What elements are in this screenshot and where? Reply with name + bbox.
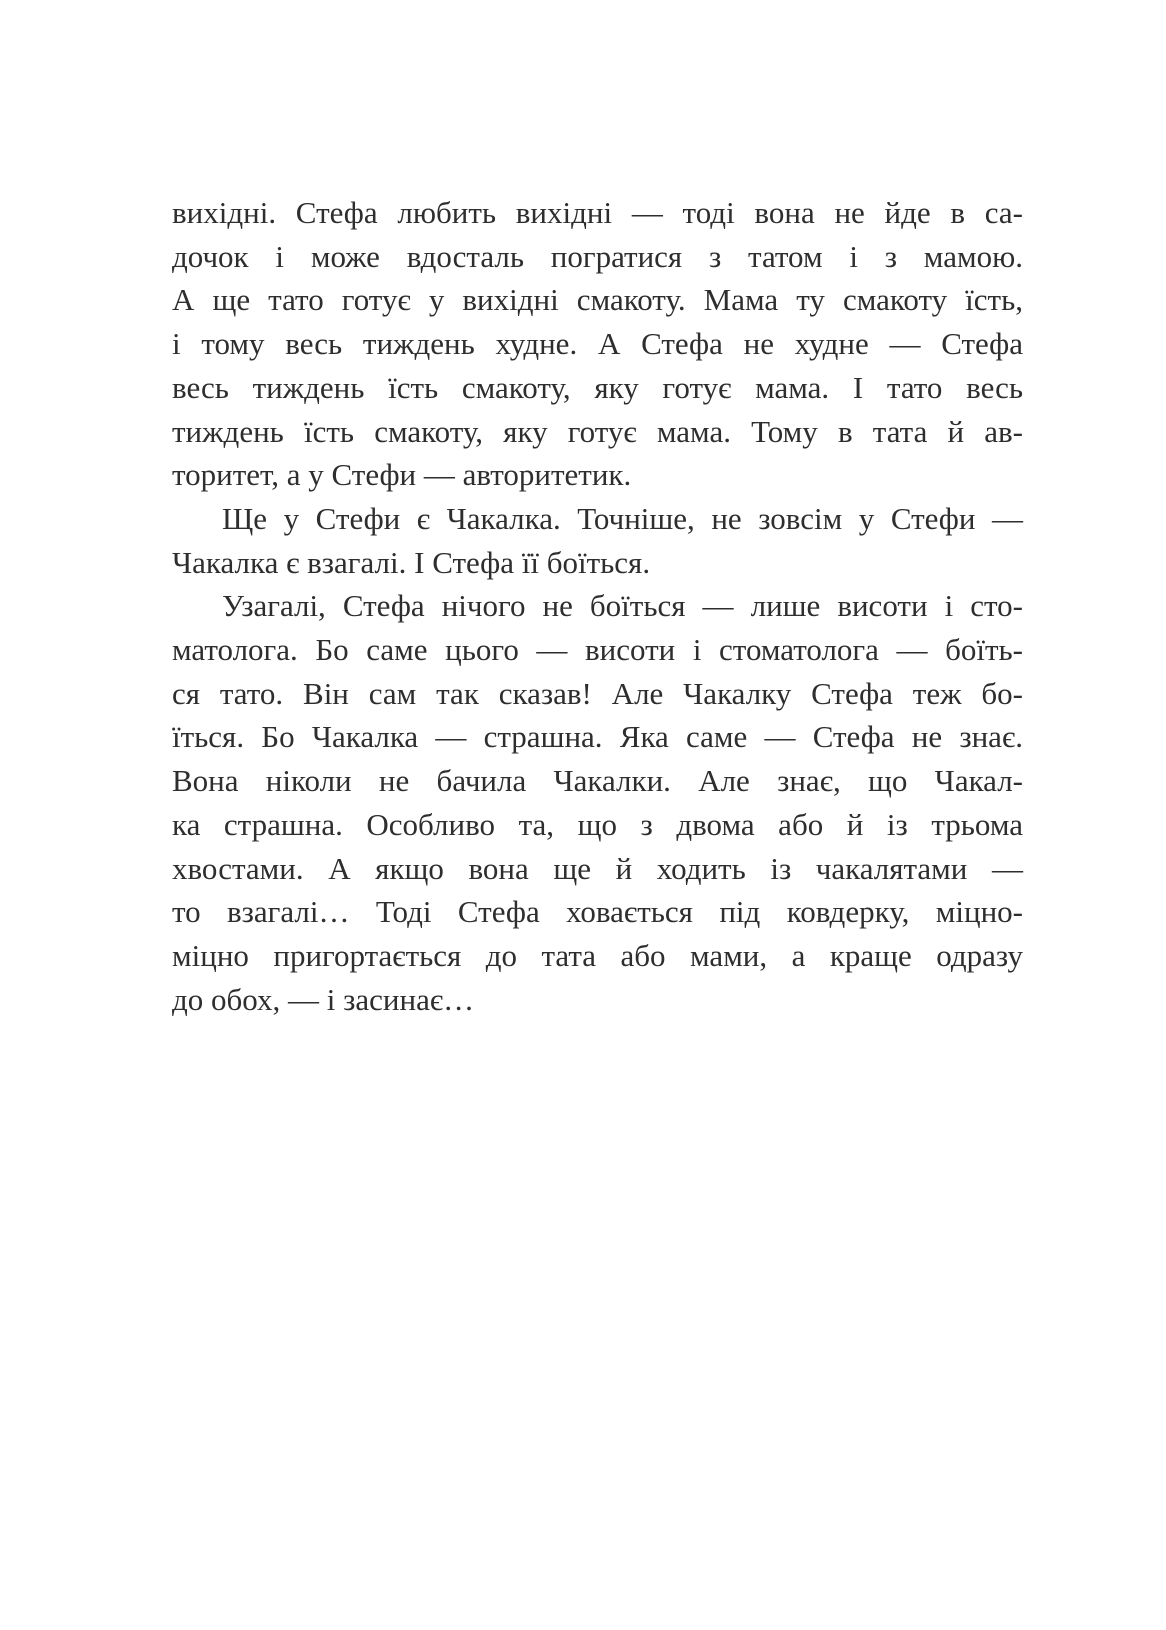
text-line: то взагалі… Тоді Стефа ховається під ковдерку, міцно-: [172, 894, 1023, 930]
text-line: Ще у Стефи є Чакалка. Точніше, не зовсім у Стефи —: [222, 500, 1023, 536]
text-line: А ще тато готує у вихідні смакоту. Мама ту смакоту їсть,: [172, 282, 1023, 318]
text-line: Вона ніколи не бачила Чакалки. Але знає, що Чакал-: [172, 763, 1023, 799]
text-line: ся тато. Він сам так сказав! Але Чакалку Стефа теж бо-: [172, 675, 1023, 711]
text-line: матолога. Бо саме цього — висоти і стоматолога — боїть-: [172, 632, 1023, 668]
text-line: весь тиждень їсть смакоту, яку готує мама. І тато весь: [172, 369, 1023, 405]
body-text: [172, 191, 1023, 1021]
text-line: Чакалка є взагалі. І Стефа її боїться.: [172, 544, 651, 580]
text-line: хвостами. А якщо вона ще й ходить із чакалятами —: [172, 850, 1023, 886]
text-line: їться. Бо Чакалка — страшна. Яка саме — Стефа не знає.: [172, 719, 1023, 755]
text-line: тиждень їсть смакоту, яку готує мама. Тому в тата й ав-: [172, 413, 1023, 449]
text-line: дочок і може вдосталь погратися з татом і з мамою.: [172, 238, 1023, 274]
text-line: міцно пригортається до тата або мами, а краще одразу: [172, 937, 1023, 973]
text-line: і тому весь тиждень худне. А Стефа не худне — Стефа: [172, 326, 1023, 362]
text-line: Узагалі, Стефа нічого не боїться — лише висоти і сто-: [222, 588, 1023, 624]
text-line: ка страшна. Особливо та, що з двома або й із трьома: [172, 806, 1023, 842]
text-line: до обох, — і засинає…: [172, 981, 475, 1017]
text-line: торитет, а у Стефи — авторитетик.: [172, 457, 632, 493]
text-line: вихідні. Стефа любить вихідні — тоді вона не йде в са-: [172, 195, 1023, 230]
